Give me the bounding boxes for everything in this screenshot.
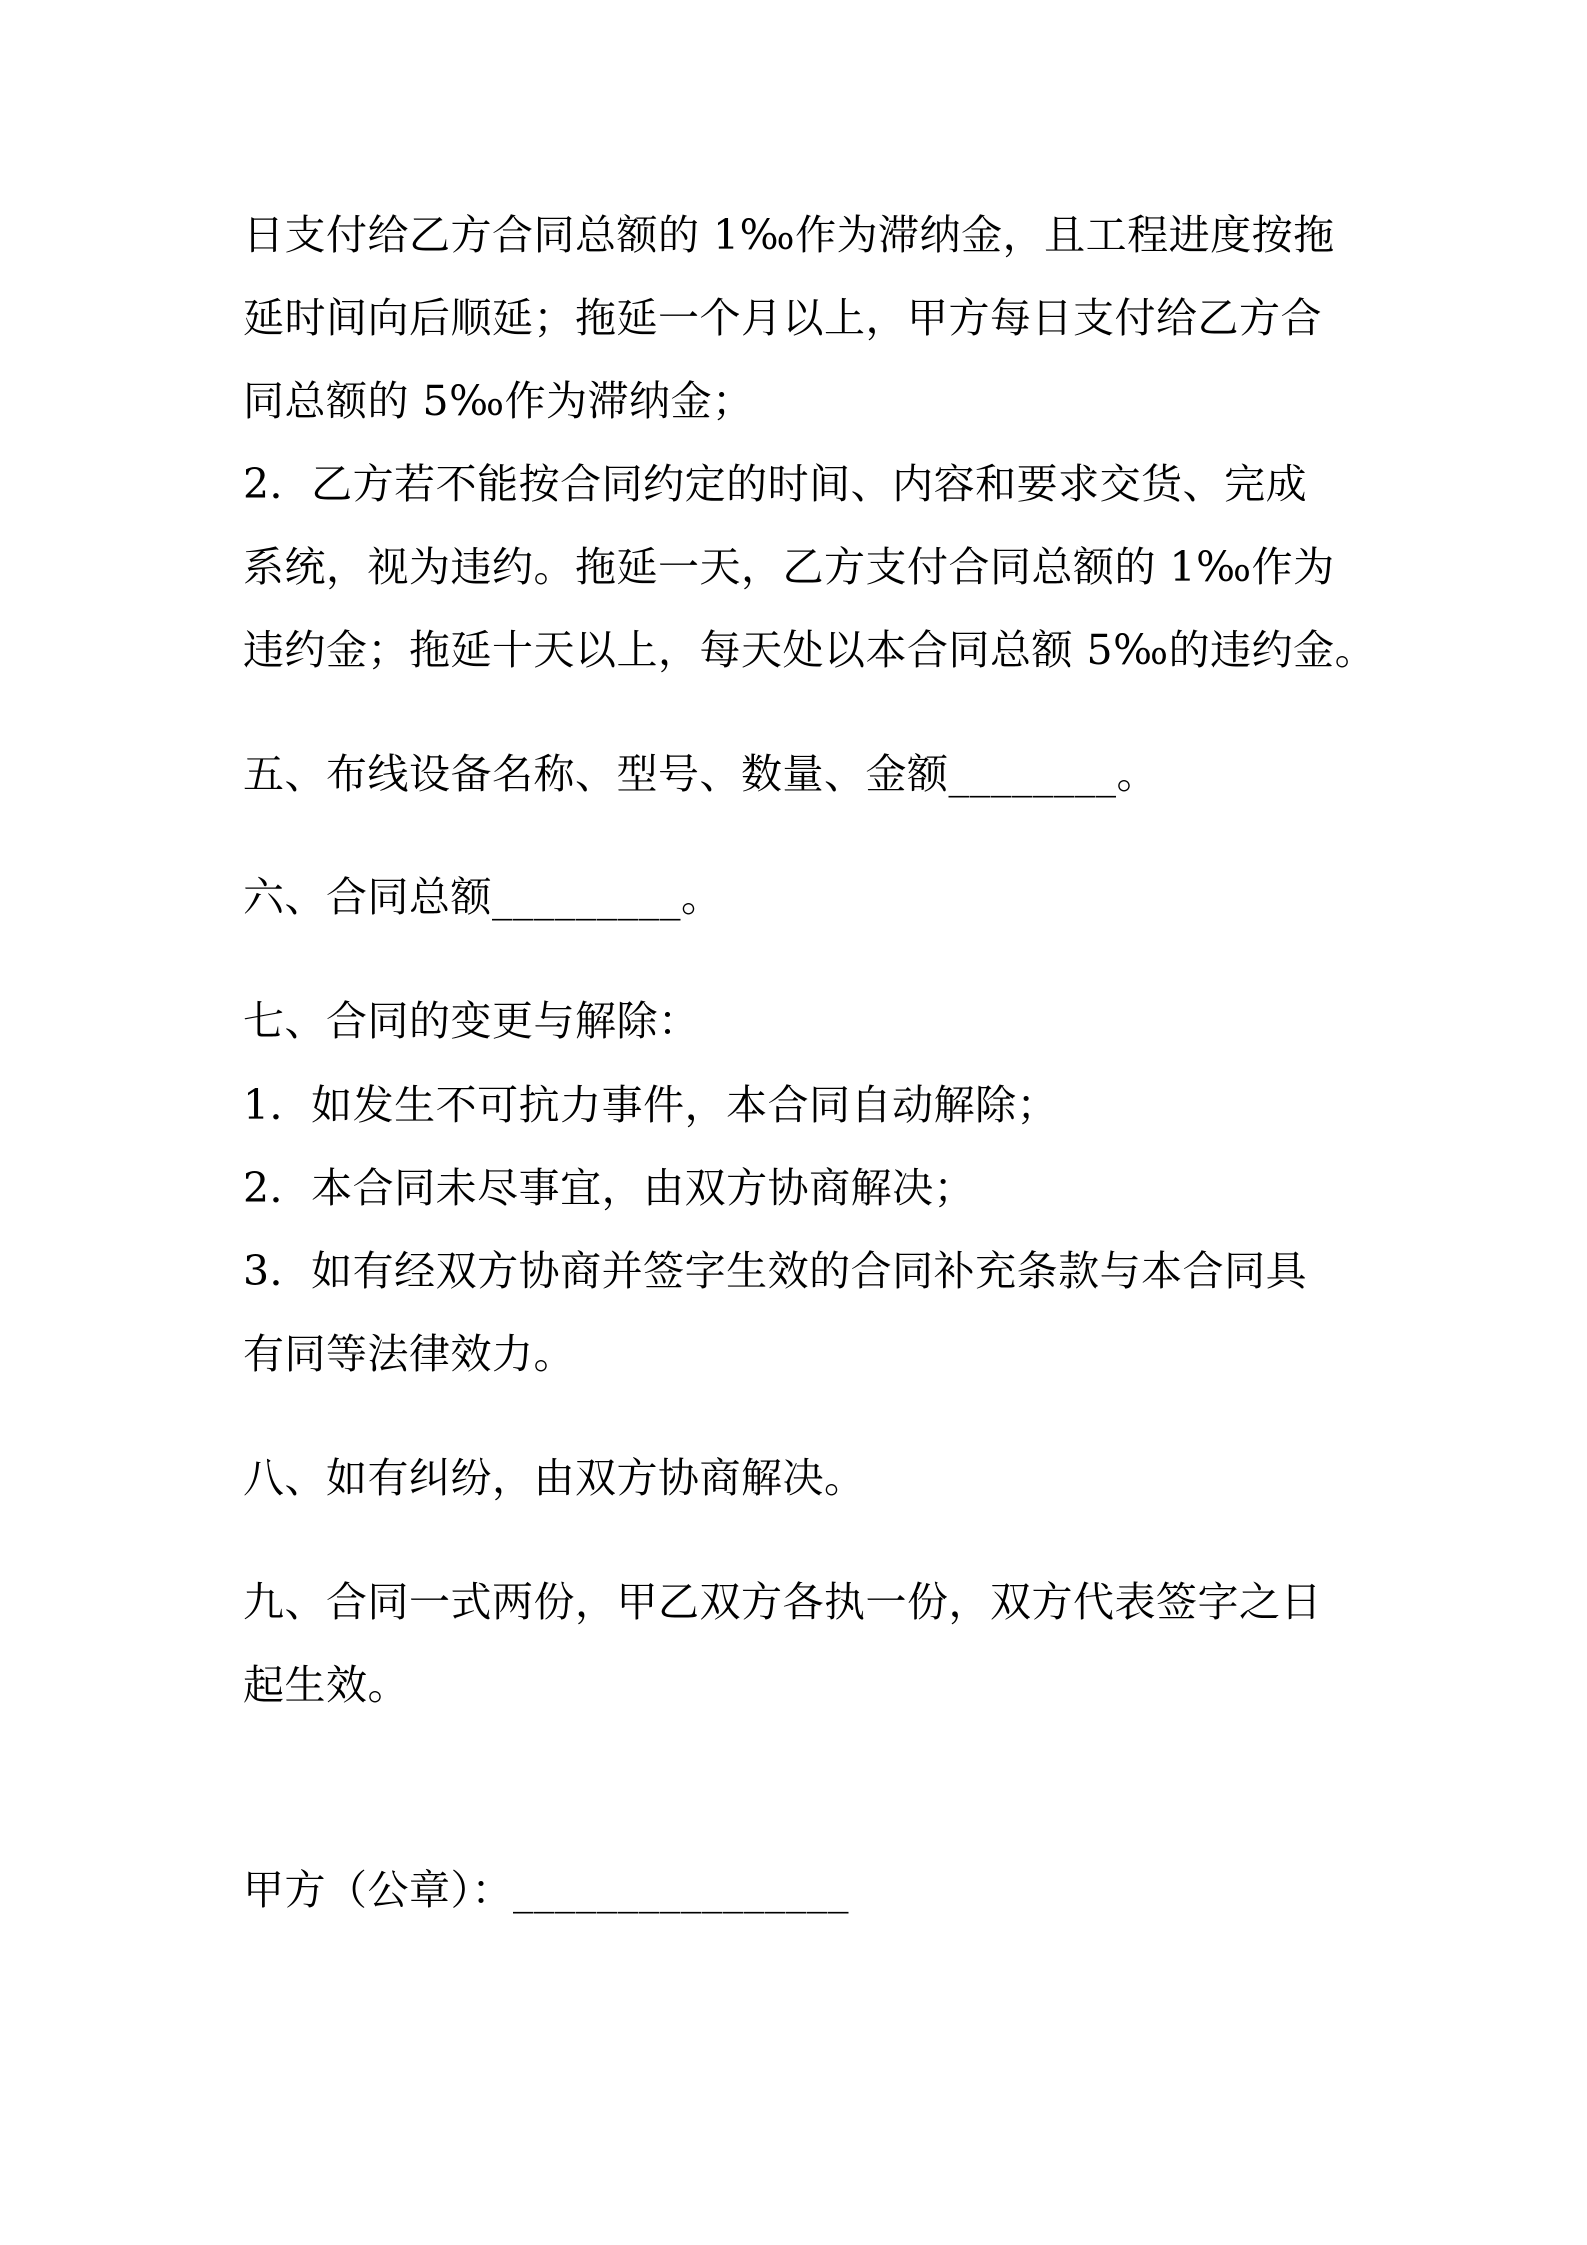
paragraph-line: 同总额的 5‰作为滞纳金； — [243, 377, 754, 425]
paragraph-line: 有同等法律效力。 — [243, 1330, 575, 1378]
paragraph-line: 日支付给乙方合同总额的 1‰作为滞纳金，且工程进度按拖 — [243, 211, 1335, 259]
clause-eight: 八、如有纠纷，由双方协商解决。 — [243, 1454, 866, 1502]
clause-seven-heading: 七、合同的变更与解除： — [243, 997, 700, 1045]
clause-seven-item: 3．如有经双方协商并签字生效的合同补充条款与本合同具 — [243, 1247, 1308, 1295]
party-a-signature-line: 甲方（公章）：________________ — [243, 1866, 849, 1914]
paragraph-line: 2．乙方若不能按合同约定的时间、内容和要求交货、完成 — [243, 460, 1308, 508]
paragraph-line: 延时间向后顺延；拖延一个月以上，甲方每日支付给乙方合 — [243, 294, 1322, 342]
clause-five: 五、布线设备名称、型号、数量、金额________。 — [243, 750, 1158, 798]
clause-six: 六、合同总额_________。 — [243, 873, 723, 921]
paragraph-line: 系统，视为违约。拖延一天，乙方支付合同总额的 1‰作为 — [243, 543, 1335, 591]
clause-nine: 九、合同一式两份，甲乙双方各执一份，双方代表签字之日 — [243, 1578, 1322, 1626]
paragraph-line: 起生效。 — [243, 1661, 409, 1709]
clause-seven-item: 2．本合同未尽事宜，由双方协商解决； — [243, 1164, 976, 1212]
paragraph-line: 违约金；拖延十天以上，每天处以本合同总额 5‰的违约金。 — [243, 626, 1377, 674]
clause-seven-item: 1．如发生不可抗力事件，本合同自动解除； — [243, 1081, 1059, 1129]
